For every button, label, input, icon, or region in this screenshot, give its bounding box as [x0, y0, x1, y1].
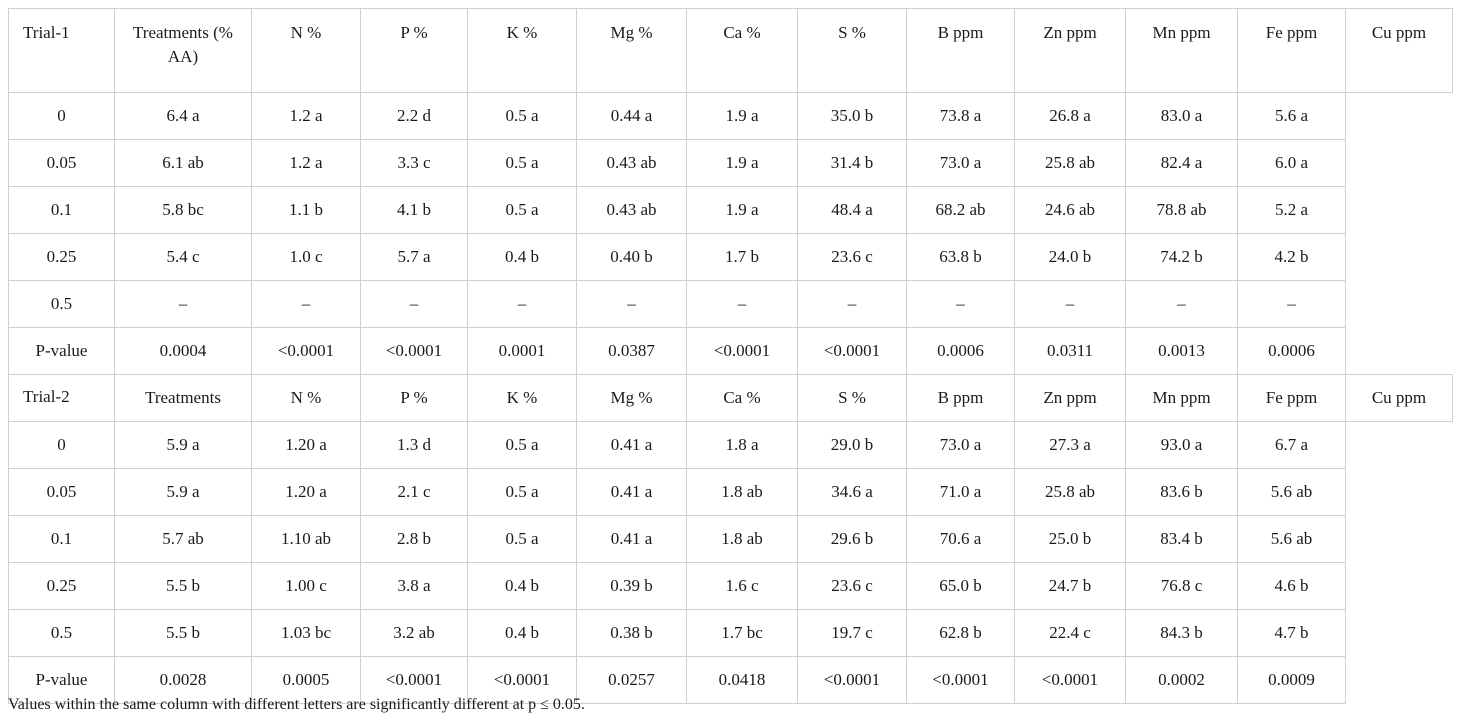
value-cell: 0.0028 — [115, 657, 252, 704]
value-cell: 0.4 b — [468, 610, 577, 657]
value-cell: – — [577, 281, 687, 328]
value-cell: 0.39 b — [577, 563, 687, 610]
value-cell: 27.3 a — [1015, 422, 1126, 469]
treatment-cell: 0 — [9, 422, 115, 469]
value-cell: 0.0004 — [115, 328, 252, 375]
value-cell: 1.9 a — [687, 187, 798, 234]
value-cell: 25.8 ab — [1015, 140, 1126, 187]
value-cell: 4.6 b — [1238, 563, 1346, 610]
value-cell: 0.41 a — [577, 469, 687, 516]
value-cell: 5.6 ab — [1238, 516, 1346, 563]
value-cell: 1.1 b — [252, 187, 361, 234]
value-cell: – — [115, 281, 252, 328]
value-cell: 35.0 b — [798, 93, 907, 140]
value-cell: 26.8 a — [1015, 93, 1126, 140]
header-cell: P % — [361, 9, 468, 93]
value-cell: 1.3 d — [361, 422, 468, 469]
value-cell: 6.1 ab — [115, 140, 252, 187]
header-cell: Treatments (% AA) — [115, 9, 252, 93]
value-cell: 0.5 a — [468, 469, 577, 516]
value-cell: – — [798, 281, 907, 328]
value-cell: 2.8 b — [361, 516, 468, 563]
value-cell: 0.0257 — [577, 657, 687, 704]
value-cell: <0.0001 — [798, 657, 907, 704]
header-cell: Treatments — [115, 375, 252, 422]
value-cell: 0.5 a — [468, 422, 577, 469]
value-cell: 1.20 a — [252, 469, 361, 516]
header-cell: N % — [252, 9, 361, 93]
value-cell: 24.7 b — [1015, 563, 1126, 610]
value-cell: 82.4 a — [1126, 140, 1238, 187]
value-cell: <0.0001 — [798, 328, 907, 375]
treatment-cell: 0.1 — [9, 516, 115, 563]
value-cell: 78.8 ab — [1126, 187, 1238, 234]
value-cell: 6.0 a — [1238, 140, 1346, 187]
value-cell: 0.0387 — [577, 328, 687, 375]
value-cell: 0.4 b — [468, 234, 577, 281]
value-cell: 63.8 b — [907, 234, 1015, 281]
value-cell: 22.4 c — [1015, 610, 1126, 657]
header-cell: Cu ppm — [1346, 9, 1453, 93]
value-cell: 62.8 b — [907, 610, 1015, 657]
header-cell: Ca % — [687, 375, 798, 422]
value-cell: 1.7 b — [687, 234, 798, 281]
table-row — [9, 563, 1453, 610]
treatment-cell: 0.5 — [9, 610, 115, 657]
value-cell: – — [687, 281, 798, 328]
value-cell: 5.2 a — [1238, 187, 1346, 234]
value-cell: 0.44 a — [577, 93, 687, 140]
value-cell: 0.0009 — [1238, 657, 1346, 704]
header-cell: K % — [468, 9, 577, 93]
value-cell: <0.0001 — [361, 328, 468, 375]
value-cell: 6.7 a — [1238, 422, 1346, 469]
treatment-cell: 0.25 — [9, 234, 115, 281]
value-cell: 4.7 b — [1238, 610, 1346, 657]
header-cell: Mg % — [577, 9, 687, 93]
value-cell: 1.00 c — [252, 563, 361, 610]
value-cell: 1.2 a — [252, 93, 361, 140]
value-cell: <0.0001 — [361, 657, 468, 704]
value-cell: 5.5 b — [115, 563, 252, 610]
value-cell: 4.2 b — [1238, 234, 1346, 281]
treatment-cell: 0 — [9, 93, 115, 140]
trial1-label: Trial-1 — [9, 9, 115, 93]
table-row — [9, 516, 1453, 563]
value-cell: 1.9 a — [687, 93, 798, 140]
value-cell: 65.0 b — [907, 563, 1015, 610]
treatment-cell: 0.25 — [9, 563, 115, 610]
header-cell: Zn ppm — [1015, 375, 1126, 422]
value-cell: 1.9 a — [687, 140, 798, 187]
value-cell: 1.7 bc — [687, 610, 798, 657]
value-cell: 2.2 d — [361, 93, 468, 140]
value-cell: 0.40 b — [577, 234, 687, 281]
value-cell: 0.4 b — [468, 563, 577, 610]
value-cell: 19.7 c — [798, 610, 907, 657]
table-row — [9, 93, 1453, 140]
value-cell: 4.1 b — [361, 187, 468, 234]
header-cell: N % — [252, 375, 361, 422]
value-cell: 25.0 b — [1015, 516, 1126, 563]
value-cell: 0.5 a — [468, 187, 577, 234]
value-cell: 0.0006 — [1238, 328, 1346, 375]
header-cell: Mg % — [577, 375, 687, 422]
table-row — [9, 422, 1453, 469]
value-cell: 34.6 a — [798, 469, 907, 516]
value-cell: – — [1015, 281, 1126, 328]
value-cell: 25.8 ab — [1015, 469, 1126, 516]
value-cell: 0.41 a — [577, 516, 687, 563]
value-cell: <0.0001 — [252, 328, 361, 375]
value-cell: 24.0 b — [1015, 234, 1126, 281]
value-cell: <0.0001 — [687, 328, 798, 375]
value-cell: 23.6 c — [798, 234, 907, 281]
value-cell: 48.4 a — [798, 187, 907, 234]
table-row — [9, 328, 1453, 375]
value-cell: 5.5 b — [115, 610, 252, 657]
value-cell: 70.6 a — [907, 516, 1015, 563]
value-cell: – — [252, 281, 361, 328]
value-cell: 5.7 a — [361, 234, 468, 281]
value-cell: 5.4 c — [115, 234, 252, 281]
table-row — [9, 140, 1453, 187]
value-cell: 0.0418 — [687, 657, 798, 704]
value-cell: 5.9 a — [115, 469, 252, 516]
value-cell: 71.0 a — [907, 469, 1015, 516]
value-cell: 83.6 b — [1126, 469, 1238, 516]
value-cell: 76.8 c — [1126, 563, 1238, 610]
value-cell: 5.6 a — [1238, 93, 1346, 140]
treatment-cell: P-value — [9, 657, 115, 704]
value-cell: – — [1126, 281, 1238, 328]
value-cell: 73.0 a — [907, 422, 1015, 469]
table-row — [9, 281, 1453, 328]
value-cell: 1.8 a — [687, 422, 798, 469]
value-cell: 1.20 a — [252, 422, 361, 469]
value-cell: <0.0001 — [1015, 657, 1126, 704]
value-cell: <0.0001 — [907, 657, 1015, 704]
header-cell: Mn ppm — [1126, 375, 1238, 422]
value-cell: 29.0 b — [798, 422, 907, 469]
value-cell: 68.2 ab — [907, 187, 1015, 234]
header-cell: K % — [468, 375, 577, 422]
value-cell: 1.8 ab — [687, 516, 798, 563]
table-row — [9, 187, 1453, 234]
value-cell: 73.0 a — [907, 140, 1015, 187]
value-cell: 6.4 a — [115, 93, 252, 140]
value-cell: – — [468, 281, 577, 328]
value-cell: 24.6 ab — [1015, 187, 1126, 234]
value-cell: 3.8 a — [361, 563, 468, 610]
value-cell: – — [907, 281, 1015, 328]
header-cell: Zn ppm — [1015, 9, 1126, 93]
header-cell: Mn ppm — [1126, 9, 1238, 93]
header-cell: P % — [361, 375, 468, 422]
treatment-cell: 0.05 — [9, 469, 115, 516]
header-cell: Cu ppm — [1346, 375, 1453, 422]
value-cell: 0.43 ab — [577, 187, 687, 234]
treatment-cell: 0.1 — [9, 187, 115, 234]
header-cell: Ca % — [687, 9, 798, 93]
value-cell: 3.2 ab — [361, 610, 468, 657]
header-cell: Fe ppm — [1238, 375, 1346, 422]
header-cell: S % — [798, 9, 907, 93]
value-cell: 0.41 a — [577, 422, 687, 469]
value-cell: 1.0 c — [252, 234, 361, 281]
value-cell: 0.5 a — [468, 516, 577, 563]
value-cell: 0.0005 — [252, 657, 361, 704]
value-cell: 83.4 b — [1126, 516, 1238, 563]
value-cell: 0.38 b — [577, 610, 687, 657]
value-cell: 0.0002 — [1126, 657, 1238, 704]
value-cell: 3.3 c — [361, 140, 468, 187]
value-cell: 84.3 b — [1126, 610, 1238, 657]
trial1-header-row — [9, 9, 1453, 93]
trial2-label: Trial-2 — [9, 375, 115, 422]
value-cell: 0.0311 — [1015, 328, 1126, 375]
header-cell: B ppm — [907, 9, 1015, 93]
header-cell: B ppm — [907, 375, 1015, 422]
value-cell: 5.9 a — [115, 422, 252, 469]
table-row — [9, 234, 1453, 281]
header-cell: S % — [798, 375, 907, 422]
value-cell: 1.2 a — [252, 140, 361, 187]
treatment-cell: P-value — [9, 328, 115, 375]
table-row — [9, 610, 1453, 657]
value-cell: 5.8 bc — [115, 187, 252, 234]
value-cell: 83.0 a — [1126, 93, 1238, 140]
value-cell: 93.0 a — [1126, 422, 1238, 469]
value-cell: – — [1238, 281, 1346, 328]
value-cell: – — [361, 281, 468, 328]
value-cell: 2.1 c — [361, 469, 468, 516]
value-cell: <0.0001 — [468, 657, 577, 704]
value-cell: 0.0001 — [468, 328, 577, 375]
value-cell: 23.6 c — [798, 563, 907, 610]
nutrient-table — [8, 8, 1453, 704]
value-cell: 1.03 bc — [252, 610, 361, 657]
header-cell: Fe ppm — [1238, 9, 1346, 93]
value-cell: 0.43 ab — [577, 140, 687, 187]
value-cell: 29.6 b — [798, 516, 907, 563]
treatment-cell: 0.5 — [9, 281, 115, 328]
value-cell: 0.0006 — [907, 328, 1015, 375]
trial2-header-row — [9, 375, 1453, 422]
value-cell: 73.8 a — [907, 93, 1015, 140]
value-cell: 1.10 ab — [252, 516, 361, 563]
value-cell: 1.8 ab — [687, 469, 798, 516]
value-cell: 31.4 b — [798, 140, 907, 187]
value-cell: 74.2 b — [1126, 234, 1238, 281]
treatment-cell: 0.05 — [9, 140, 115, 187]
table-row — [9, 469, 1453, 516]
value-cell: 0.5 a — [468, 140, 577, 187]
value-cell: 1.6 c — [687, 563, 798, 610]
value-cell: 0.0013 — [1126, 328, 1238, 375]
table-footnote: Values within the same column with different letters are significantly different at p ≤ 0.05. — [8, 696, 585, 713]
value-cell: 5.7 ab — [115, 516, 252, 563]
value-cell: 0.5 a — [468, 93, 577, 140]
value-cell: 5.6 ab — [1238, 469, 1346, 516]
